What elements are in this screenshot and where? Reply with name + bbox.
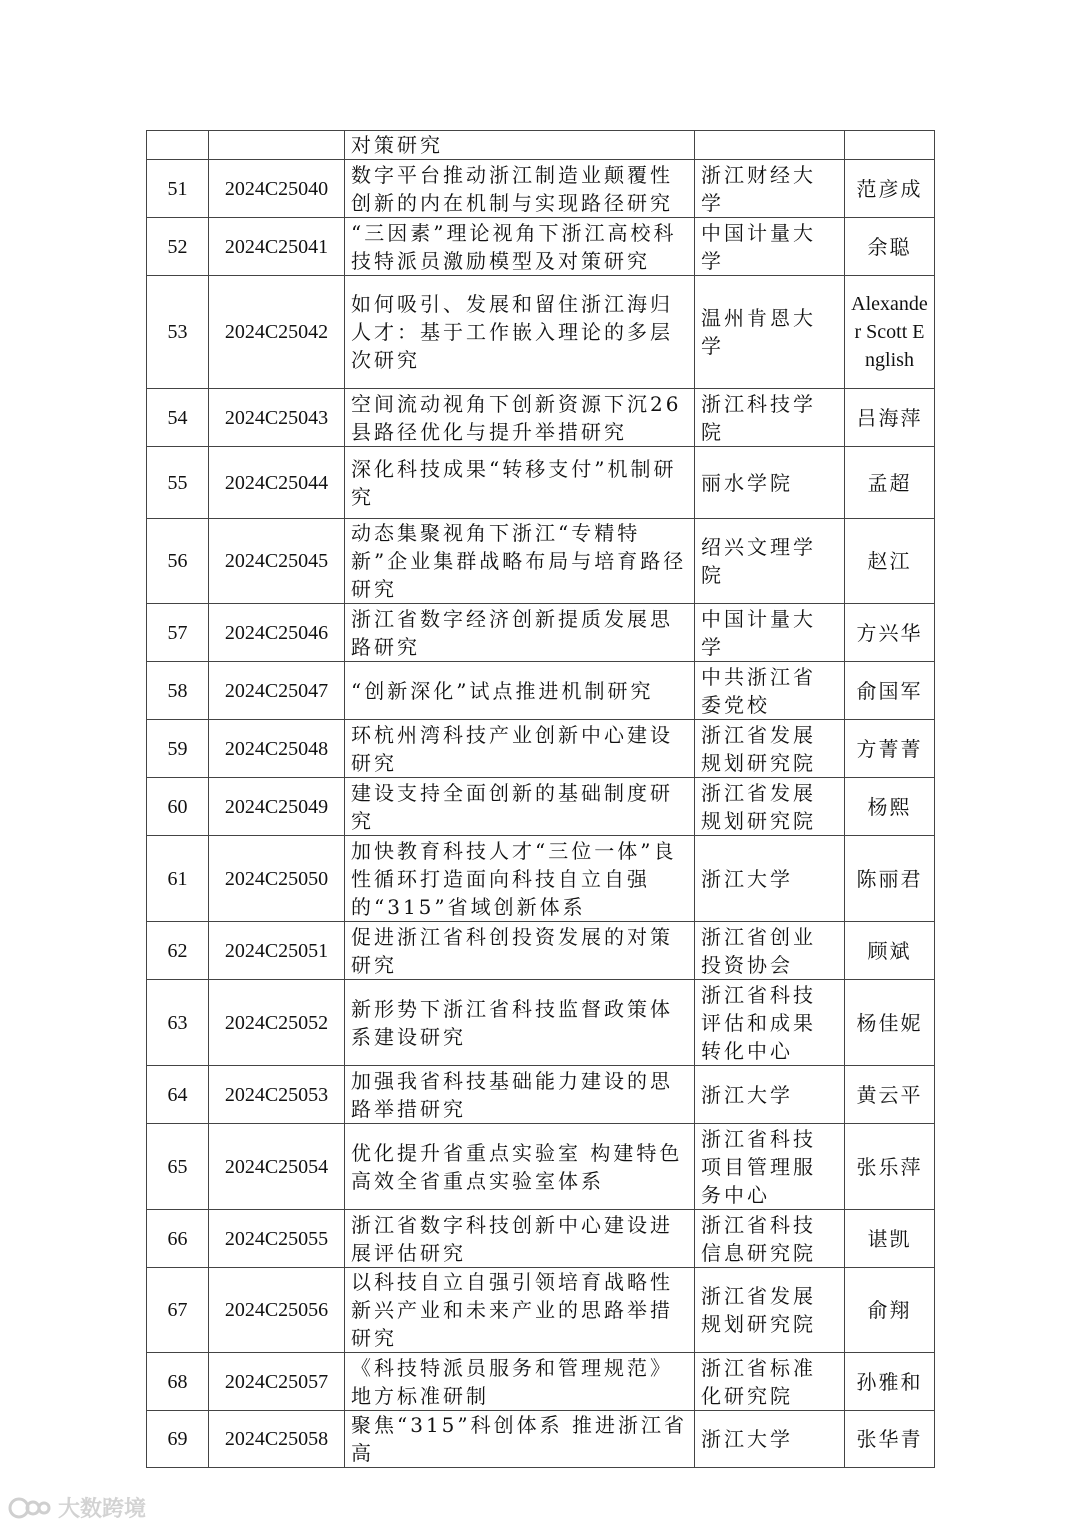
project-leader: 杨熙 (845, 778, 935, 836)
row-number: 56 (147, 519, 209, 604)
row-number: 54 (147, 389, 209, 447)
project-title: 新形势下浙江省科技监督政策体系建设研究 (345, 980, 695, 1066)
table-row (147, 604, 935, 662)
table-row (147, 778, 935, 836)
project-leader: 杨佳妮 (845, 980, 935, 1066)
project-leader: 俞国军 (845, 662, 935, 720)
table-row (147, 980, 935, 1066)
project-leader: 范彦成 (845, 160, 935, 218)
logo-icon (8, 1496, 52, 1520)
project-leader: 方菁菁 (845, 720, 935, 778)
row-number: 60 (147, 778, 209, 836)
row-number: 64 (147, 1066, 209, 1124)
host-unit: 浙江省科技信息研究院 (695, 1210, 845, 1268)
table-row (147, 1066, 935, 1124)
project-leader: 赵江 (845, 519, 935, 604)
host-unit: 浙江省科技评估和成果转化中心 (695, 980, 845, 1066)
project-title: 环杭州湾科技产业创新中心建设研究 (345, 720, 695, 778)
host-unit: 浙江省发展规划研究院 (695, 720, 845, 778)
host-unit (695, 131, 845, 160)
row-number: 58 (147, 662, 209, 720)
table-row (147, 1353, 935, 1411)
project-leader: 孙雅和 (845, 1353, 935, 1411)
table-row (147, 131, 935, 160)
project-title: 深化科技成果“转移支付”机制研究 (345, 447, 695, 519)
row-number: 62 (147, 922, 209, 980)
host-unit: 浙江省发展规划研究院 (695, 1268, 845, 1353)
table-row (147, 276, 935, 389)
project-leader: 孟超 (845, 447, 935, 519)
row-number: 57 (147, 604, 209, 662)
project-table-body (147, 131, 935, 1468)
project-code: 2024C25043 (209, 389, 345, 447)
project-code: 2024C25053 (209, 1066, 345, 1124)
project-leader: 谌凯 (845, 1210, 935, 1268)
watermark (8, 1492, 146, 1523)
project-title: “三因素”理论视角下浙江高校科技特派员激励模型及对策研究 (345, 218, 695, 276)
table-row (147, 1411, 935, 1468)
project-code: 2024C25047 (209, 662, 345, 720)
table-row (147, 1124, 935, 1210)
project-code: 2024C25045 (209, 519, 345, 604)
project-code: 2024C25048 (209, 720, 345, 778)
table-row (147, 662, 935, 720)
table-row (147, 1210, 935, 1268)
table-row (147, 447, 935, 519)
table-row (147, 720, 935, 778)
host-unit: 丽水学院 (695, 447, 845, 519)
project-leader: 顾斌 (845, 922, 935, 980)
host-unit: 浙江科技学院 (695, 389, 845, 447)
project-leader: 陈丽君 (845, 836, 935, 922)
project-title: 优化提升省重点实验室 构建特色高效全省重点实验室体系 (345, 1124, 695, 1210)
project-leader: 余聪 (845, 218, 935, 276)
table-row (147, 836, 935, 922)
host-unit: 浙江大学 (695, 1411, 845, 1468)
project-code: 2024C25040 (209, 160, 345, 218)
host-unit: 中国计量大学 (695, 604, 845, 662)
project-title: 对策研究 (345, 131, 695, 160)
project-code: 2024C25041 (209, 218, 345, 276)
project-code: 2024C25050 (209, 836, 345, 922)
row-number: 65 (147, 1124, 209, 1210)
project-title: 促进浙江省科创投资发展的对策研究 (345, 922, 695, 980)
table-row (147, 519, 935, 604)
project-leader: 吕海萍 (845, 389, 935, 447)
project-code: 2024C25044 (209, 447, 345, 519)
row-number: 67 (147, 1268, 209, 1353)
project-title: 聚焦“315”科创体系 推进浙江省高 (345, 1411, 695, 1468)
host-unit: 中国计量大学 (695, 218, 845, 276)
host-unit: 浙江省标准化研究院 (695, 1353, 845, 1411)
row-number (147, 131, 209, 160)
project-title: 《科技特派员服务和管理规范》地方标准研制 (345, 1353, 695, 1411)
project-leader: 俞翔 (845, 1268, 935, 1353)
table-row (147, 218, 935, 276)
project-code: 2024C25055 (209, 1210, 345, 1268)
table-row (147, 1268, 935, 1353)
row-number: 53 (147, 276, 209, 389)
row-number: 59 (147, 720, 209, 778)
table-row (147, 922, 935, 980)
project-title: 数字平台推动浙江制造业颠覆性创新的内在机制与实现路径研究 (345, 160, 695, 218)
project-code (209, 131, 345, 160)
project-code: 2024C25056 (209, 1268, 345, 1353)
row-number: 69 (147, 1411, 209, 1468)
project-leader: 黄云平 (845, 1066, 935, 1124)
host-unit: 绍兴文理学院 (695, 519, 845, 604)
project-code: 2024C25046 (209, 604, 345, 662)
project-leader: 方兴华 (845, 604, 935, 662)
project-title: 如何吸引、发展和留住浙江海归人才：基于工作嵌入理论的多层次研究 (345, 276, 695, 389)
row-number: 55 (147, 447, 209, 519)
project-title: 浙江省数字科技创新中心建设进展评估研究 (345, 1210, 695, 1268)
project-title: 动态集聚视角下浙江“专精特新”企业集群战略布局与培育路径研究 (345, 519, 695, 604)
project-leader: Alexander Scott English (845, 276, 935, 389)
host-unit: 浙江大学 (695, 1066, 845, 1124)
project-title: 建设支持全面创新的基础制度研究 (345, 778, 695, 836)
watermark-text: 大数跨境 (58, 1497, 147, 1522)
project-title: 空间流动视角下创新资源下沉26县路径优化与提升举措研究 (345, 389, 695, 447)
project-leader: 张乐萍 (845, 1124, 935, 1210)
project-title: “创新深化”试点推进机制研究 (345, 662, 695, 720)
project-code: 2024C25049 (209, 778, 345, 836)
project-code: 2024C25051 (209, 922, 345, 980)
project-title: 加快教育科技人才“三位一体”良性循环打造面向科技自立自强的“315”省域创新体系 (345, 836, 695, 922)
project-code: 2024C25057 (209, 1353, 345, 1411)
host-unit: 浙江省科技项目管理服务中心 (695, 1124, 845, 1210)
row-number: 63 (147, 980, 209, 1066)
host-unit: 浙江财经大学 (695, 160, 845, 218)
project-leader (845, 131, 935, 160)
project-title: 浙江省数字经济创新提质发展思路研究 (345, 604, 695, 662)
host-unit: 中共浙江省委党校 (695, 662, 845, 720)
host-unit: 浙江省发展规划研究院 (695, 778, 845, 836)
project-table (146, 130, 935, 1468)
row-number: 61 (147, 836, 209, 922)
table-row (147, 389, 935, 447)
project-code: 2024C25058 (209, 1411, 345, 1468)
host-unit: 浙江省创业投资协会 (695, 922, 845, 980)
row-number: 68 (147, 1353, 209, 1411)
project-leader: 张华青 (845, 1411, 935, 1468)
host-unit: 温州肯恩大学 (695, 276, 845, 389)
project-title: 加强我省科技基础能力建设的思路举措研究 (345, 1066, 695, 1124)
row-number: 51 (147, 160, 209, 218)
project-code: 2024C25042 (209, 276, 345, 389)
table-row (147, 160, 935, 218)
project-title: 以科技自立自强引领培育战略性新兴产业和未来产业的思路举措研究 (345, 1268, 695, 1353)
host-unit: 浙江大学 (695, 836, 845, 922)
project-code: 2024C25054 (209, 1124, 345, 1210)
row-number: 52 (147, 218, 209, 276)
project-code: 2024C25052 (209, 980, 345, 1066)
row-number: 66 (147, 1210, 209, 1268)
